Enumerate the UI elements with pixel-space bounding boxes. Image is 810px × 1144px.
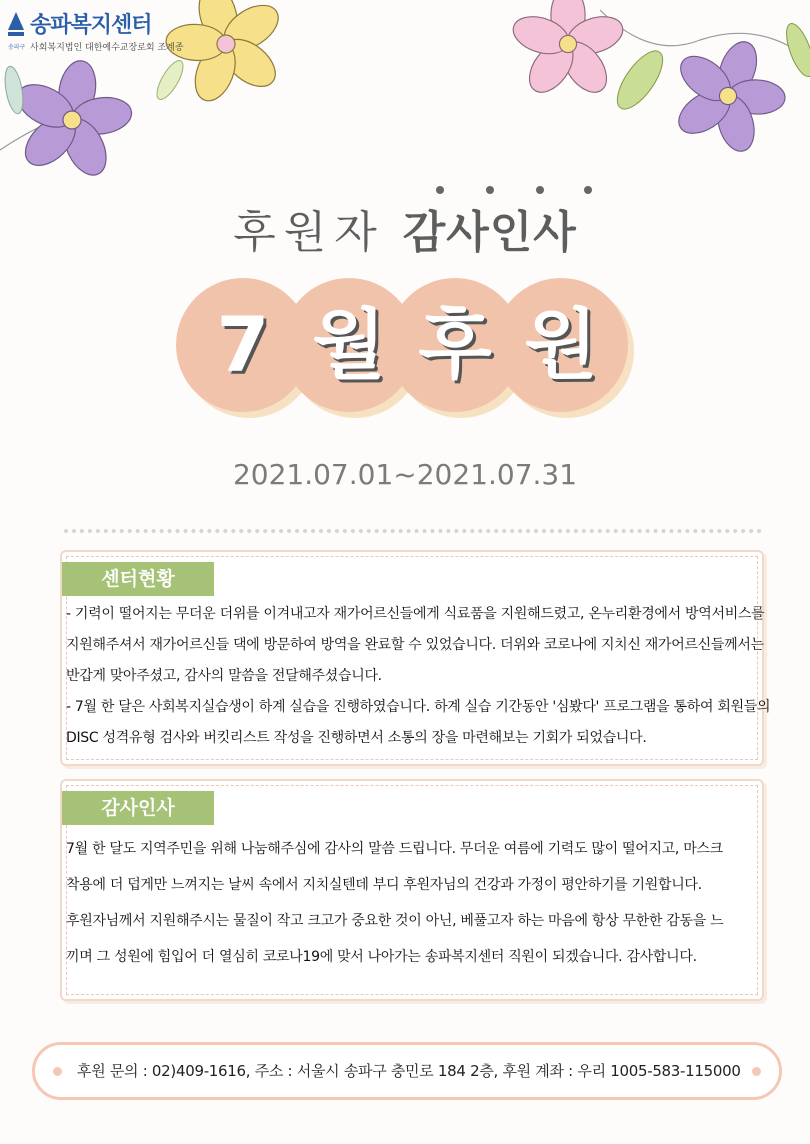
flower-icon — [0, 50, 144, 189]
status-content — [66, 599, 771, 754]
status-line: - 기력이 떨어지는 무더운 더위를 이겨내고자 재가어르신들에게 식료품을 지원해드렸고, 온누리환경에서 방역서비스를 — [66, 606, 765, 622]
org-name: 송파복지센터 — [30, 13, 152, 38]
status-line: DISC 성격유형 검사와 버킷리스트 작성을 진행하면서 소통의 장을 마련해보는 기회가 되었습니다. — [66, 730, 647, 746]
status-line: 지원해주셔서 재가어르신들 댁에 방문하여 방역을 완료할 수 있었습니다. 더위와 코로나에 지치신 재가어르신들께서는 — [66, 637, 764, 653]
leaf-icon — [152, 57, 188, 103]
thanks-tab: 감사인사 — [62, 791, 214, 825]
flower-icon — [150, 0, 302, 117]
title-light: 후원자 — [233, 207, 385, 258]
month-char: 원 — [524, 300, 598, 389]
bullet-dot — [53, 1067, 62, 1076]
org-subtitle: 사회복지법인 대한예수교장로회 조계종 — [30, 43, 184, 53]
flower-icon — [509, 0, 628, 100]
thanks-line: 후원자님께서 지원해주시는 물질이 작고 크고가 중요한 것이 아닌, 베풀고자 하는 마음에 항상 무한한 감동을 느 — [66, 913, 724, 929]
status-section — [60, 550, 771, 766]
logo-region: 송파구 — [8, 44, 26, 51]
divider — [64, 529, 762, 533]
month-banner — [0, 278, 810, 438]
thanks-line: 끼며 그 성원에 힘입어 더 열심히 코로나19에 맞서 나아가는 송파복지센터 직원이 되겠습니다. 감사합니다. — [66, 949, 697, 965]
bullet-dot — [752, 1067, 761, 1076]
thanks-line: 착용에 더 덥게만 느껴지는 날씨 속에서 지치실텐데 부디 후원자님의 건강과 가정이 평안하기를 기원합니다. — [66, 877, 702, 893]
leaf-icon — [609, 44, 671, 116]
status-tab: 센터현황 — [62, 562, 214, 596]
leaf-icon — [781, 20, 810, 79]
period-dates: 2021.07.01~2021.07.31 — [232, 458, 578, 491]
thanks-content — [66, 831, 756, 975]
status-line: - 7월 한 달은 사회복지실습생이 하계 실습을 진행하였습니다. 하계 실습 기간동안 '심봤다' 프로그램을 통하여 회원들의 — [66, 699, 771, 715]
month-char: 월 — [312, 300, 386, 389]
status-line: 반갑게 맞아주셨고, 감사의 말씀을 전달해주셨습니다. — [66, 668, 382, 684]
thanks-section — [60, 779, 764, 1001]
title-bold: 감사인사 — [402, 207, 577, 258]
month-char: 7 — [216, 300, 270, 389]
page-title — [0, 196, 810, 260]
contact-footer — [32, 1042, 782, 1100]
contact-info: 후원 문의 : 02)409-1616, 주소 : 서울시 송파구 충민로 184 2층, 후원 계좌 : 우리 1005-583-115000 — [77, 1062, 741, 1080]
month-char: 후 — [418, 300, 492, 389]
leaf-icon — [2, 65, 26, 115]
logo-mark-icon — [6, 10, 26, 40]
thanks-line: 7월 한 달도 지역주민을 위해 나눔해주심에 감사의 말씀 드립니다. 무더운 여름에 기력도 많이 떨어지고, 마스크 — [66, 841, 723, 857]
flower-icon — [653, 22, 804, 169]
